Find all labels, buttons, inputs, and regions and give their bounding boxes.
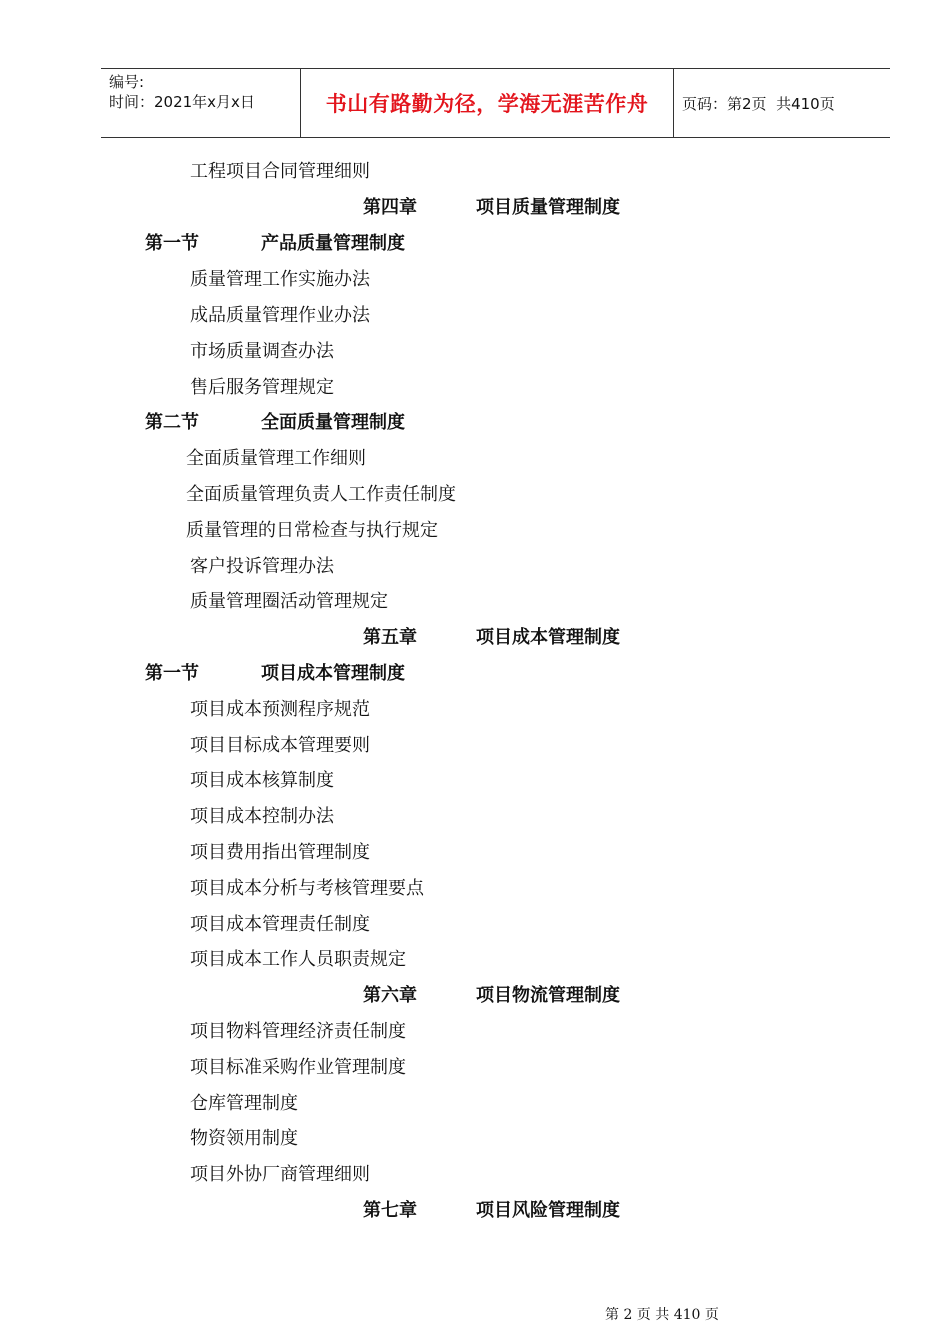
section-title: 产品质量管理制度 bbox=[261, 233, 405, 254]
toc-item: 项目成本分析与考核管理要点 bbox=[190, 878, 424, 899]
toc-item: 售后服务管理规定 bbox=[190, 377, 334, 398]
toc-item: 市场质量调查办法 bbox=[190, 341, 334, 362]
serial-label: 编号: bbox=[109, 73, 145, 91]
toc-item: 项目物料管理经济责任制度 bbox=[190, 1021, 406, 1042]
toc-item: 项目成本管理责任制度 bbox=[190, 914, 370, 935]
toc-item: 项目成本核算制度 bbox=[190, 770, 334, 791]
section-heading bbox=[145, 411, 405, 435]
motto-text: 书山有路勤为径，学海无涯苦作舟 bbox=[325, 92, 649, 116]
section-heading bbox=[145, 232, 405, 256]
time-label: 时间：2021年x月x日 bbox=[109, 93, 255, 111]
chapter-heading bbox=[363, 1199, 620, 1223]
section-title: 项目成本管理制度 bbox=[261, 663, 405, 684]
toc-item: 项目费用指出管理制度 bbox=[190, 842, 370, 863]
chapter-number: 第五章 bbox=[363, 627, 417, 648]
toc-item: 项目目标成本管理要则 bbox=[190, 735, 370, 756]
chapter-number: 第七章 bbox=[363, 1200, 417, 1221]
header-page-info bbox=[674, 69, 890, 137]
toc-item: 物资领用制度 bbox=[190, 1128, 298, 1149]
page-info-text: 页码：第2页 共410页 bbox=[682, 94, 835, 113]
toc-item: 仓库管理制度 bbox=[190, 1093, 298, 1114]
toc-item: 项目外协厂商管理细则 bbox=[190, 1164, 370, 1185]
section-number: 第二节 bbox=[145, 412, 199, 433]
toc-item: 成品质量管理作业办法 bbox=[190, 305, 370, 326]
section-number: 第一节 bbox=[145, 663, 199, 684]
chapter-number: 第四章 bbox=[363, 197, 417, 218]
toc-item: 工程项目合同管理细则 bbox=[190, 161, 370, 182]
chapter-heading bbox=[363, 984, 620, 1008]
chapter-title: 项目物流管理制度 bbox=[476, 985, 620, 1006]
toc-item: 质量管理工作实施办法 bbox=[190, 269, 370, 290]
toc-item: 质量管理的日常检查与执行规定 bbox=[186, 520, 438, 541]
chapter-title: 项目风险管理制度 bbox=[476, 1200, 620, 1221]
toc-item: 项目成本工作人员职责规定 bbox=[190, 949, 406, 970]
chapter-heading bbox=[363, 196, 620, 220]
chapter-title: 项目成本管理制度 bbox=[476, 627, 620, 648]
chapter-heading bbox=[363, 626, 620, 650]
toc-item: 客户投诉管理办法 bbox=[190, 556, 334, 577]
section-number: 第一节 bbox=[145, 233, 199, 254]
toc-item: 全面质量管理负责人工作责任制度 bbox=[186, 484, 456, 505]
toc-item: 质量管理圈活动管理规定 bbox=[190, 591, 388, 612]
header-meta bbox=[101, 69, 301, 137]
toc-item: 项目成本预测程序规范 bbox=[190, 699, 370, 720]
toc-item: 项目标准采购作业管理制度 bbox=[190, 1057, 406, 1078]
chapter-title: 项目质量管理制度 bbox=[476, 197, 620, 218]
toc-item: 项目成本控制办法 bbox=[190, 806, 334, 827]
toc-item: 全面质量管理工作细则 bbox=[186, 448, 366, 469]
page-header bbox=[101, 68, 890, 138]
section-heading bbox=[145, 662, 405, 686]
chapter-number: 第六章 bbox=[363, 985, 417, 1006]
section-title: 全面质量管理制度 bbox=[261, 412, 405, 433]
header-motto-cell bbox=[301, 69, 674, 137]
page-footer: 第 2 页 共 410 页 bbox=[605, 1307, 719, 1323]
